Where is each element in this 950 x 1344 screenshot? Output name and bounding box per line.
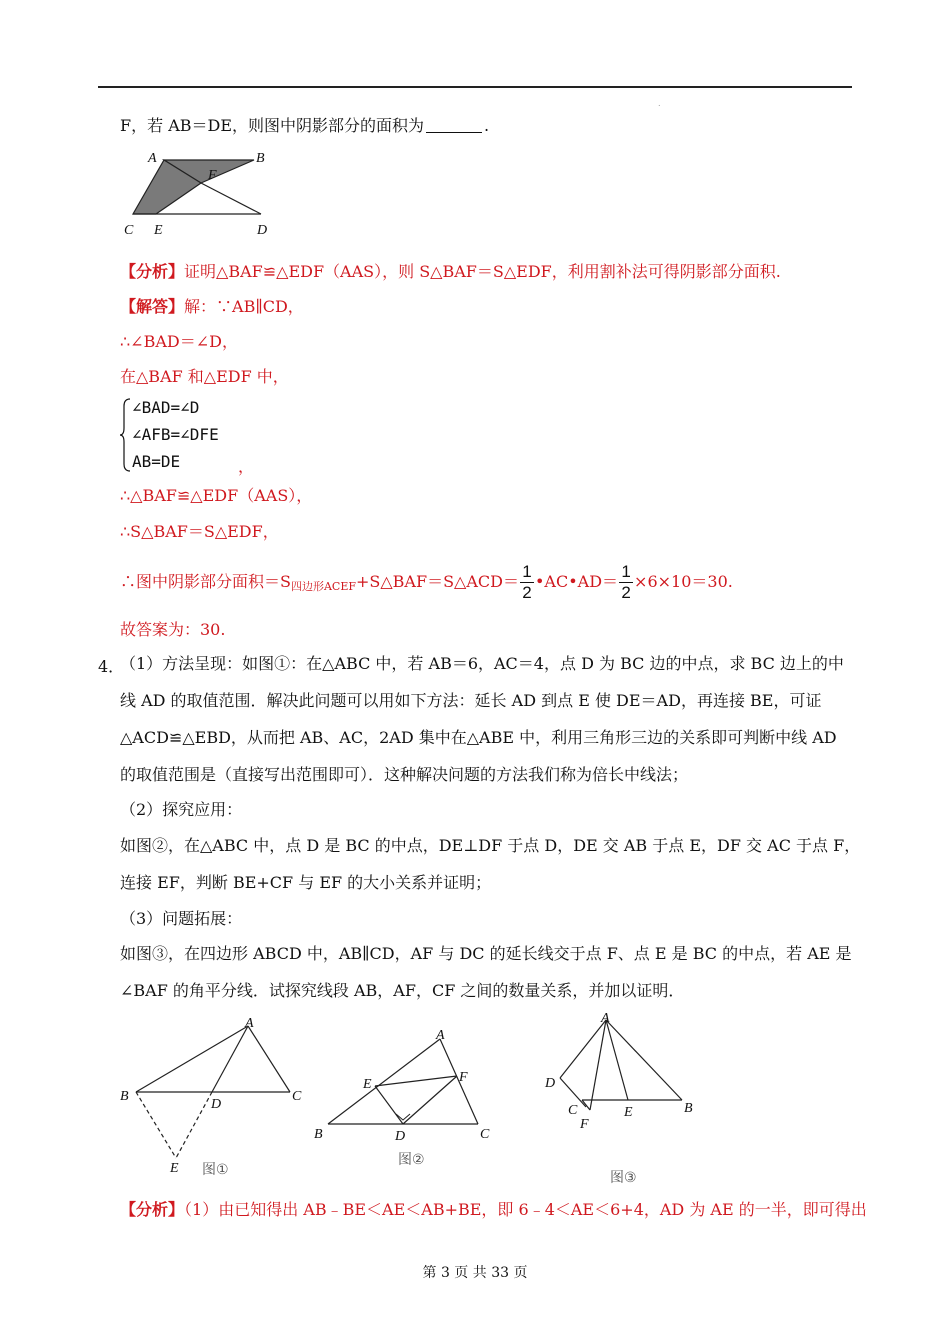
q4-p1-line4: 的取值范围是（直接写出范围即可）．这种解决问题的方法我们称为倍长中线法；: [120, 765, 689, 784]
system-eq3: AB=DE: [132, 452, 181, 471]
svg-text:D: D: [545, 1076, 556, 1091]
label-a: A: [148, 151, 157, 166]
fig2-caption: 图②: [398, 1152, 425, 1168]
label-f: F: [208, 168, 217, 183]
q3-analysis: 【分析】证明△BAF≌△EDF（AAS），则 S△BAF＝S△EDF，利用割补法可得阴影部分面积.: [120, 262, 781, 281]
q4-number: 4．: [98, 657, 125, 676]
q3-answer-line1: 【解答】解：∵AB∥CD，: [120, 297, 304, 316]
figure-1: [112, 1010, 312, 1186]
q4-p3-line2: ∠BAF 的角平分线．试探究线段 AB，AF，CF 之间的数量关系，并加以证明．: [120, 981, 685, 1000]
figure-3: [538, 1006, 718, 1186]
q4-p1-line2: 线 AD 的取值范围．解决此问题可以用如下方法：延长 AD 到点 E 使 DE＝AD，再连接 BE，可证: [120, 691, 822, 710]
q4-p2-line1: 如图②，在△ABC 中，点 D 是 BC 的中点，DE⊥DF 于点 D，DE 交 AB 于点 E，DF 交 AC 于点 F，: [120, 836, 861, 855]
fig1-caption: 图①: [202, 1162, 229, 1178]
fig3-caption: 图③: [610, 1170, 637, 1186]
svg-text:C: C: [292, 1089, 302, 1104]
q4-p2-line2: 连接 EF，判断 BE+CF 与 EF 的大小关系并证明；: [120, 873, 492, 892]
svg-text:B: B: [120, 1089, 129, 1104]
q3-answer-line6: ∴图中阴影部分面积$=S_{四边形ACEF}+S\triangle BAF=S\triangle ACD=$ $\frac{1}{2}$ •AC•AD＝ $\frac{1}{2}$ ×6×10＝30.: [120, 562, 733, 602]
system-eq1: ∠BAD=∠D: [132, 398, 200, 417]
svg-text:B: B: [684, 1101, 693, 1116]
q3-answer-line3: 在△BAF 和△EDF 中，: [120, 367, 289, 386]
fraction-half-1: $\frac{1}{2}$: [520, 562, 534, 603]
svg-text:C: C: [480, 1127, 490, 1142]
svg-text:F: F: [459, 1070, 468, 1085]
q4-p1-line1: （1）方法呈现：如图①：在△ABC 中，若 AB＝6，AC＝4，点 D 为 BC 边的中点，求 BC 边上的中: [120, 654, 844, 673]
svg-text:A: A: [245, 1016, 254, 1031]
system-eq2: ∠AFB=∠DFE: [132, 425, 219, 444]
q4-p3-title: （3）问题拓展：: [120, 909, 243, 928]
svg-text:B: B: [314, 1127, 323, 1142]
q3-figure: [118, 146, 288, 242]
q3-answer-final: 故答案为：30.: [120, 620, 226, 639]
segment-fd: [201, 183, 261, 214]
label-b: B: [256, 151, 265, 166]
fraction-half-2: $\frac{1}{2}$: [619, 562, 633, 603]
svg-text:F: F: [580, 1117, 589, 1132]
q3-answer-line2: ∴∠BAD＝∠D，: [120, 332, 238, 351]
q4-p2-title: （2）探究应用：: [120, 800, 243, 819]
svg-text:C: C: [568, 1103, 578, 1118]
header-rule: [98, 86, 852, 88]
q3-intro: F，若 AB＝DE，则图中阴影部分的面积为 .: [120, 116, 490, 135]
q4-analysis: 【分析】（1）由已知得出 AB﹣BE＜AE＜AB+BE，即 6﹣4＜AE＜6+4，AD 为 AE 的一半，即可得出: [120, 1200, 867, 1219]
header-mark: .: [658, 99, 661, 108]
system-comma: ，: [238, 457, 255, 476]
svg-text:A: A: [601, 1011, 610, 1026]
figure-2: [310, 1024, 510, 1174]
q3-answer-line4: ∴△BAF≌△EDF（AAS），: [120, 486, 313, 505]
page-footer: 第 3 页 共 33 页: [422, 1265, 528, 1281]
q3-answer-line5: ∴S△BAF＝S△EDF，: [120, 522, 279, 541]
left-brace: [120, 398, 132, 472]
label-e: E: [154, 223, 163, 238]
svg-text:E: E: [363, 1077, 372, 1092]
svg-text:E: E: [624, 1105, 633, 1120]
svg-text:A: A: [436, 1028, 445, 1043]
q4-p3-line1: 如图③，在四边形 ABCD 中，AB∥CD，AF 与 DC 的延长线交于点 F、点 E 是 BC 的中点，若 AE 是: [120, 944, 852, 963]
svg-text:E: E: [170, 1161, 179, 1176]
answer-blank: [426, 118, 482, 133]
svg-text:D: D: [211, 1097, 222, 1112]
q4-p1-line3: △ACD≌△EBD，从而把 AB、AC，2AD 集中在△ABE 中，利用三角形三边的关系即可判断中线 AD: [120, 728, 837, 747]
label-c: C: [124, 223, 134, 238]
svg-text:D: D: [395, 1129, 406, 1144]
label-d: D: [257, 223, 268, 238]
